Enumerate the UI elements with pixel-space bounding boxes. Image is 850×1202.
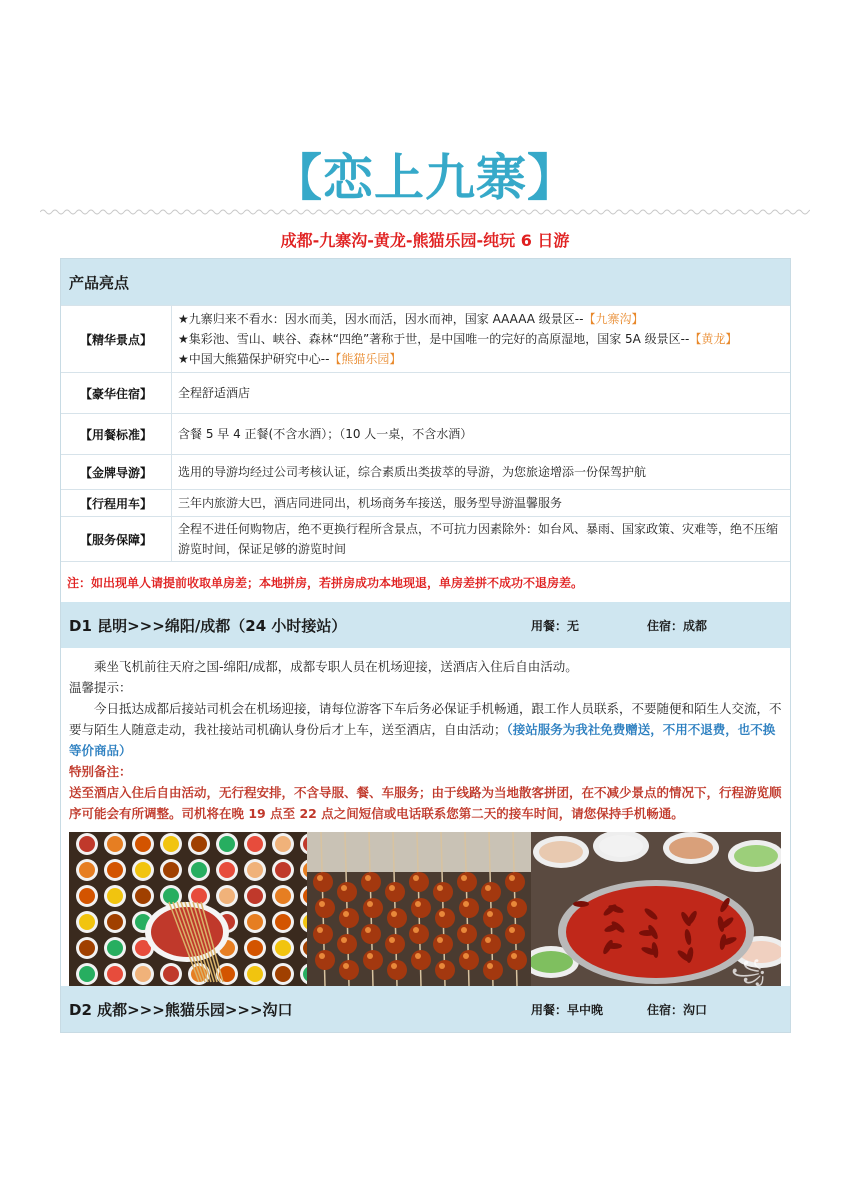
single-room-note: 注：如出现单人请提前收取单房差；本地拼房，若拼房成功本地现退，单房差拼不成功不退房差。: [61, 561, 790, 602]
food-photo-strip: [69, 832, 790, 986]
spot-line: ★集彩池、雪山、峡谷、森林“四绝”著称于世，是中国唯一的完好的高原湿地，国家 5A 级景区--【黄龙】: [178, 332, 738, 346]
spot-line: ★中国大熊猫保护研究中心--【熊猫乐园】: [178, 352, 402, 366]
tips-label: 温馨提示：: [69, 680, 132, 695]
hotpot-photo: [531, 832, 781, 986]
spot-name: 【黄龙】: [689, 332, 738, 346]
day2-meal: 用餐：早中晚: [531, 1002, 604, 1017]
spot-name: 【熊猫乐园】: [329, 352, 402, 366]
special-body: 送至酒店入住后自由活动，无行程安排，不含导服、餐、车服务；由于线路为当地散客拼团，在不减少景点的情况下，行程游览顺序可能会有所调整。司机将在晚 19 点至 22 点之间短信或电话联系您第二天的接车时间，请您保持手机畅通。: [69, 785, 782, 821]
row-label: 【服务保障】: [61, 517, 172, 561]
highlight-row-service: [61, 516, 790, 561]
day1-intro: 乘坐飞机前往天府之国-绵阳/成都，成都专职人员在机场迎接，送酒店入住后自由活动。: [94, 659, 578, 674]
itinerary-sheet: [60, 258, 791, 1033]
row-value: [172, 306, 790, 372]
row-label: 【精华景点】: [61, 306, 172, 372]
highlight-row-hotel: [61, 372, 790, 413]
highlight-row-vehicle: [61, 489, 790, 516]
day2-header: [61, 986, 790, 1032]
wavy-divider: [40, 208, 810, 216]
tour-subtitle: 成都-九寨沟-黄龙-熊猫乐园-纯玩 6 日游: [280, 231, 570, 250]
highlight-row-spots: [61, 305, 790, 372]
row-value: 三年内旅游大巴，酒店同进同出，机场商务车接送，服务型导游温馨服务: [178, 496, 563, 510]
skewers-photo: [307, 832, 531, 986]
page-title: 【恋上九寨】: [272, 149, 578, 207]
day1-stay: 住宿：成都: [647, 618, 708, 633]
row-label: 【用餐标准】: [61, 414, 172, 454]
row-label: 【金牌导游】: [61, 455, 172, 489]
svg-text:꧁: ꧁: [731, 959, 766, 984]
tips-free-note: （接站服务为我社免费赠送，不用不退费，也不换等价商品）: [69, 722, 776, 758]
day1-body: [61, 648, 790, 824]
row-label: 【豪华住宿】: [61, 373, 172, 413]
day1-meal: 用餐：无: [531, 618, 580, 633]
sichuan-snacks-photo: [69, 832, 307, 986]
highlights-header: 产品亮点: [61, 259, 790, 305]
special-label: 特别备注：: [69, 764, 132, 779]
row-value: 全程不进任何购物店，绝不更换行程所含景点，不可抗力因素除外：如台风、暴雨、国家政策、灾难等，绝不压缩游览时间，保证足够的游览时间: [178, 522, 779, 556]
day2-title: D2 成都>>>熊猫乐园>>>沟口: [69, 1000, 293, 1019]
day2-stay: 住宿：沟口: [647, 1002, 708, 1017]
row-value: 选用的导游均经过公司考核认证，综合素质出类拔萃的导游，为您旅途增添一份保驾护航: [178, 465, 647, 479]
highlight-row-meals: [61, 413, 790, 454]
highlight-row-guide: [61, 454, 790, 489]
row-value: 全程舒适酒店: [178, 386, 251, 400]
row-value: 含餐 5 早 4 正餐(不含水酒）；（10 人一桌，不含水酒）: [178, 427, 473, 441]
day1-title: D1 昆明>>>绵阳/成都（24 小时接站）: [69, 616, 347, 635]
spot-line: ★九寨归来不看水：因水而美，因水而活，因水而神，国家 AAAAA 级景区--【九寨沟】: [178, 312, 644, 326]
spot-name: 【九寨沟】: [583, 312, 644, 326]
tips-body: 今日抵达成都后接站司机会在机场迎接，请每位游客下车后务必保证手机畅通，跟工作人员联系，不要随便和陌生人交流，不要与陌生人随意走动，我社接站司机确认身份后才上车，送至酒店，自由活动；（接站服务为我社免费赠送，不用不退费，也不换等价商品）: [69, 701, 782, 758]
row-label: 【行程用车】: [61, 490, 172, 516]
day1-header: [61, 602, 790, 648]
